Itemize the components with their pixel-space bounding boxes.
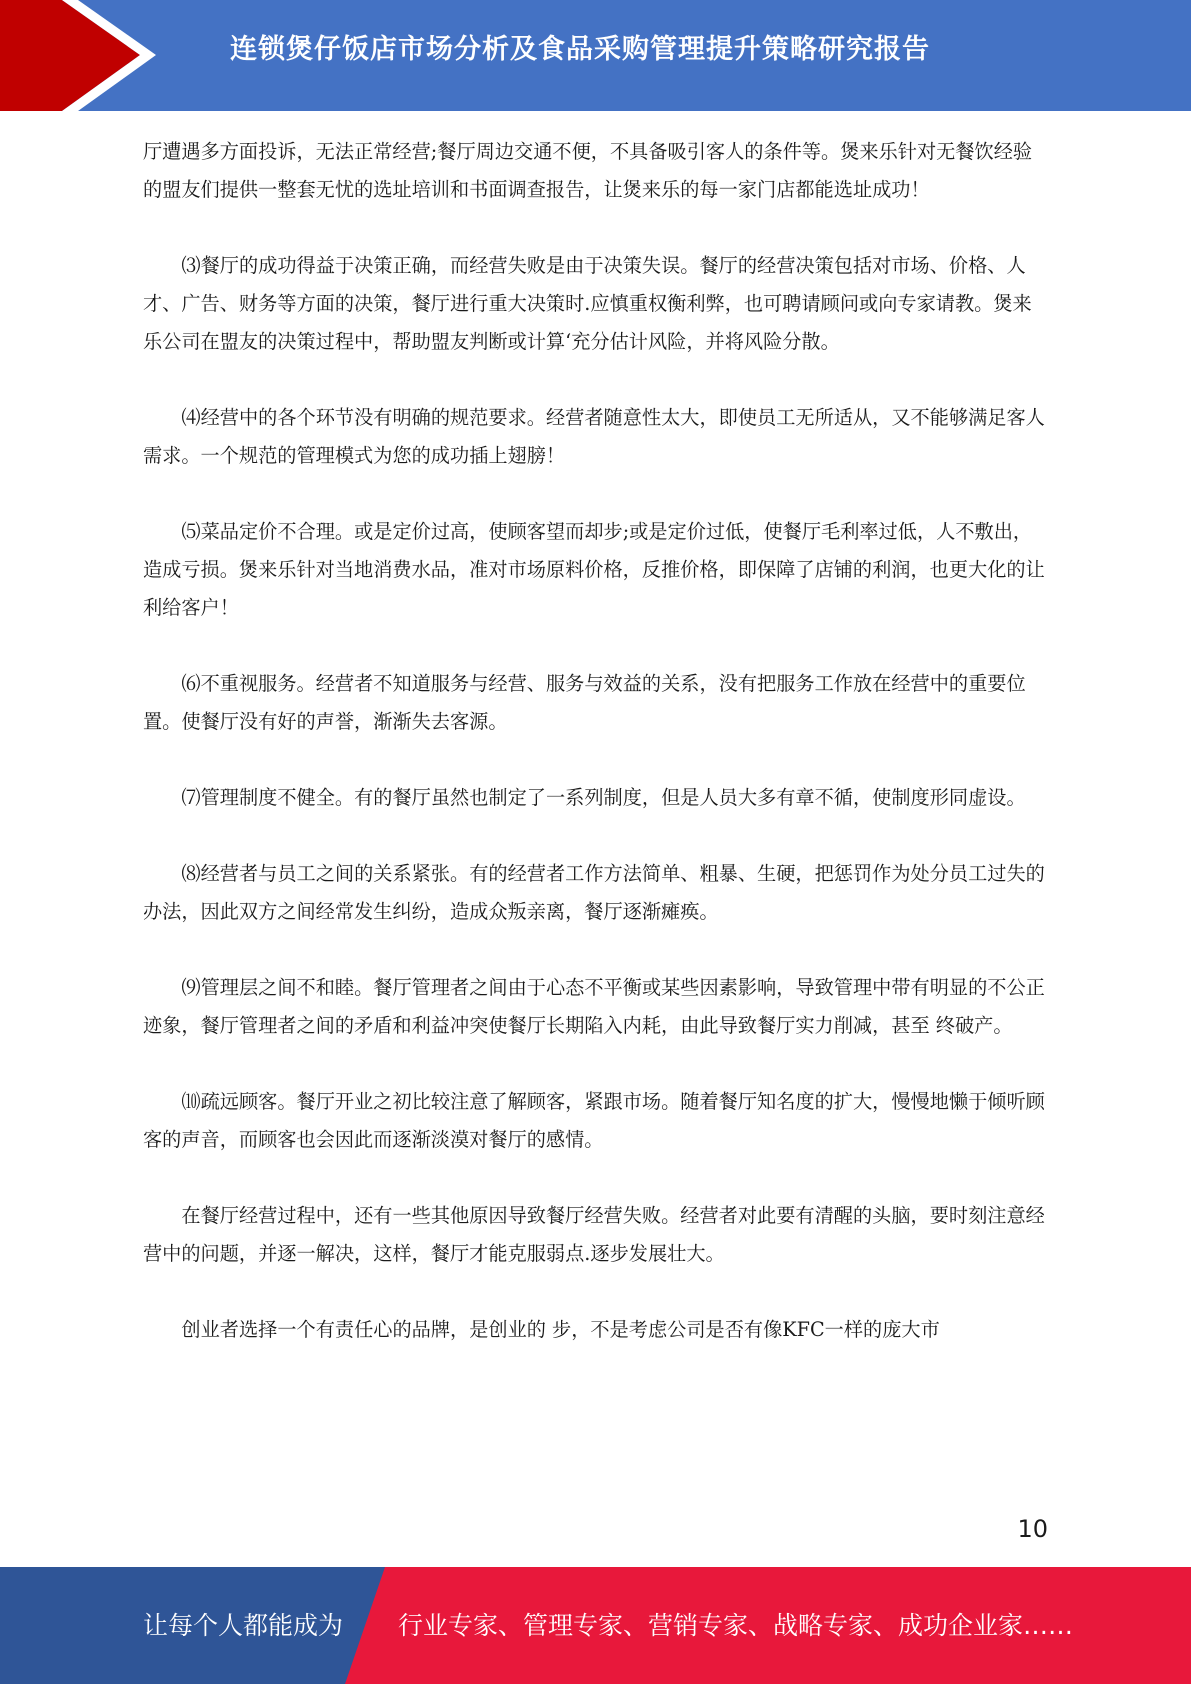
paragraph: ⑻经营者与员工之间的关系紧张。有的经营者工作方法简单、粗暴、生硬，把惩罚作为处分员工过失的 办法，因此双方之间经常发生纠纷，造成众叛亲离，餐厅逐渐瘫痪。 bbox=[143, 862, 1045, 923]
paragraph: 在餐厅经营过程中，还有一些其他原因导致餐厅经营失败。经营者对此要有清醒的头脑，要时刻注意经营中的问题，并逐一解决，这样，餐厅才能克服弱点.逐步发展壮大。 bbox=[143, 1204, 1045, 1265]
page-footer bbox=[0, 1567, 1191, 1684]
page-header bbox=[0, 0, 1191, 111]
paragraph: ⑷经营中的各个环节没有明确的规范要求。经营者随意性太大，即使员工无所适从，又不能够满足客人需求。一个规范的管理模式为您的成功插上翅膀！ bbox=[143, 406, 1045, 467]
paragraph: 创业者选择一个有责任心的品牌，是创业的 步，不是考虑公司是否有像KFC一样的庞大市 bbox=[181, 1318, 940, 1341]
paragraph: ⑺管理制度不健全。有的餐厅虽然也制定了一系列制度，但是人员大多有章不循，使制度形同虚设。 bbox=[181, 786, 1026, 809]
paragraph: ⑽疏远顾客。餐厅开业之初比较注意了解顾客，紧跟市场。随着餐厅知名度的扩大，慢慢地懒于倾听顾客的声音，而顾客也会因此而逐渐淡漠对餐厅的感情。 bbox=[143, 1090, 1045, 1151]
paragraph: ⑸菜品定价不合理。或是定价过高，使顾客望而却步;或是定价过低，使餐厅毛利率过低，人不敷出，造成亏损。煲来乐针对当地消费水品，准对市场原料价格，反推价格，即保障了店铺的利润，也更大化的让利给客户！ bbox=[143, 520, 1045, 619]
page-title: 连锁煲仔饭店市场分析及食品采购管理提升策略研究报告 bbox=[230, 34, 930, 65]
paragraph: ⑹不重视服务。经营者不知道服务与经营、服务与效益的关系，没有把服务工作放在经营中的重要位置。使餐厅没有好的声誉，渐渐失去客源。 bbox=[143, 672, 1026, 733]
paragraph: ⑼管理层之间不和睦。餐厅管理者之间由于心态不平衡或某些因素影响，导致管理中带有明显的不公正迹象，餐厅管理者之间的矛盾和利益冲突使餐厅长期陷入内耗，由此导致餐厅实力削减，甚至 终破产。 bbox=[143, 976, 1045, 1037]
page-number: 10 bbox=[1017, 1515, 1048, 1543]
footer-slogan-left: 让每个人都能成为 bbox=[143, 1611, 344, 1640]
footer-slogan-right: 行业专家、管理专家、营销专家、战略专家、成功企业家…… bbox=[398, 1611, 1074, 1640]
paragraph: ⑶餐厅的成功得益于决策正确，而经营失败是由于决策失误。餐厅的经营决策包括对市场、价格、人才、广告、财务等方面的决策，餐厅进行重大决策时.应慎重权衡利弊，也可聘请顾问或向专家请教。煲来乐公司在盟友的决策过程中，帮助盟友判断或计算‘充分估计风险，并将风险分散。 bbox=[143, 254, 1032, 353]
document-body bbox=[143, 133, 1048, 1387]
paragraph: 厅遭遇多方面投诉，无法正常经营;餐厅周边交通不便，不具备吸引客人的条件等。煲来乐针对无餐饮经验的盟友们提供一整套无忧的选址培训和书面调查报告，让煲来乐的每一家门店都能选址成功！ bbox=[143, 140, 1033, 201]
